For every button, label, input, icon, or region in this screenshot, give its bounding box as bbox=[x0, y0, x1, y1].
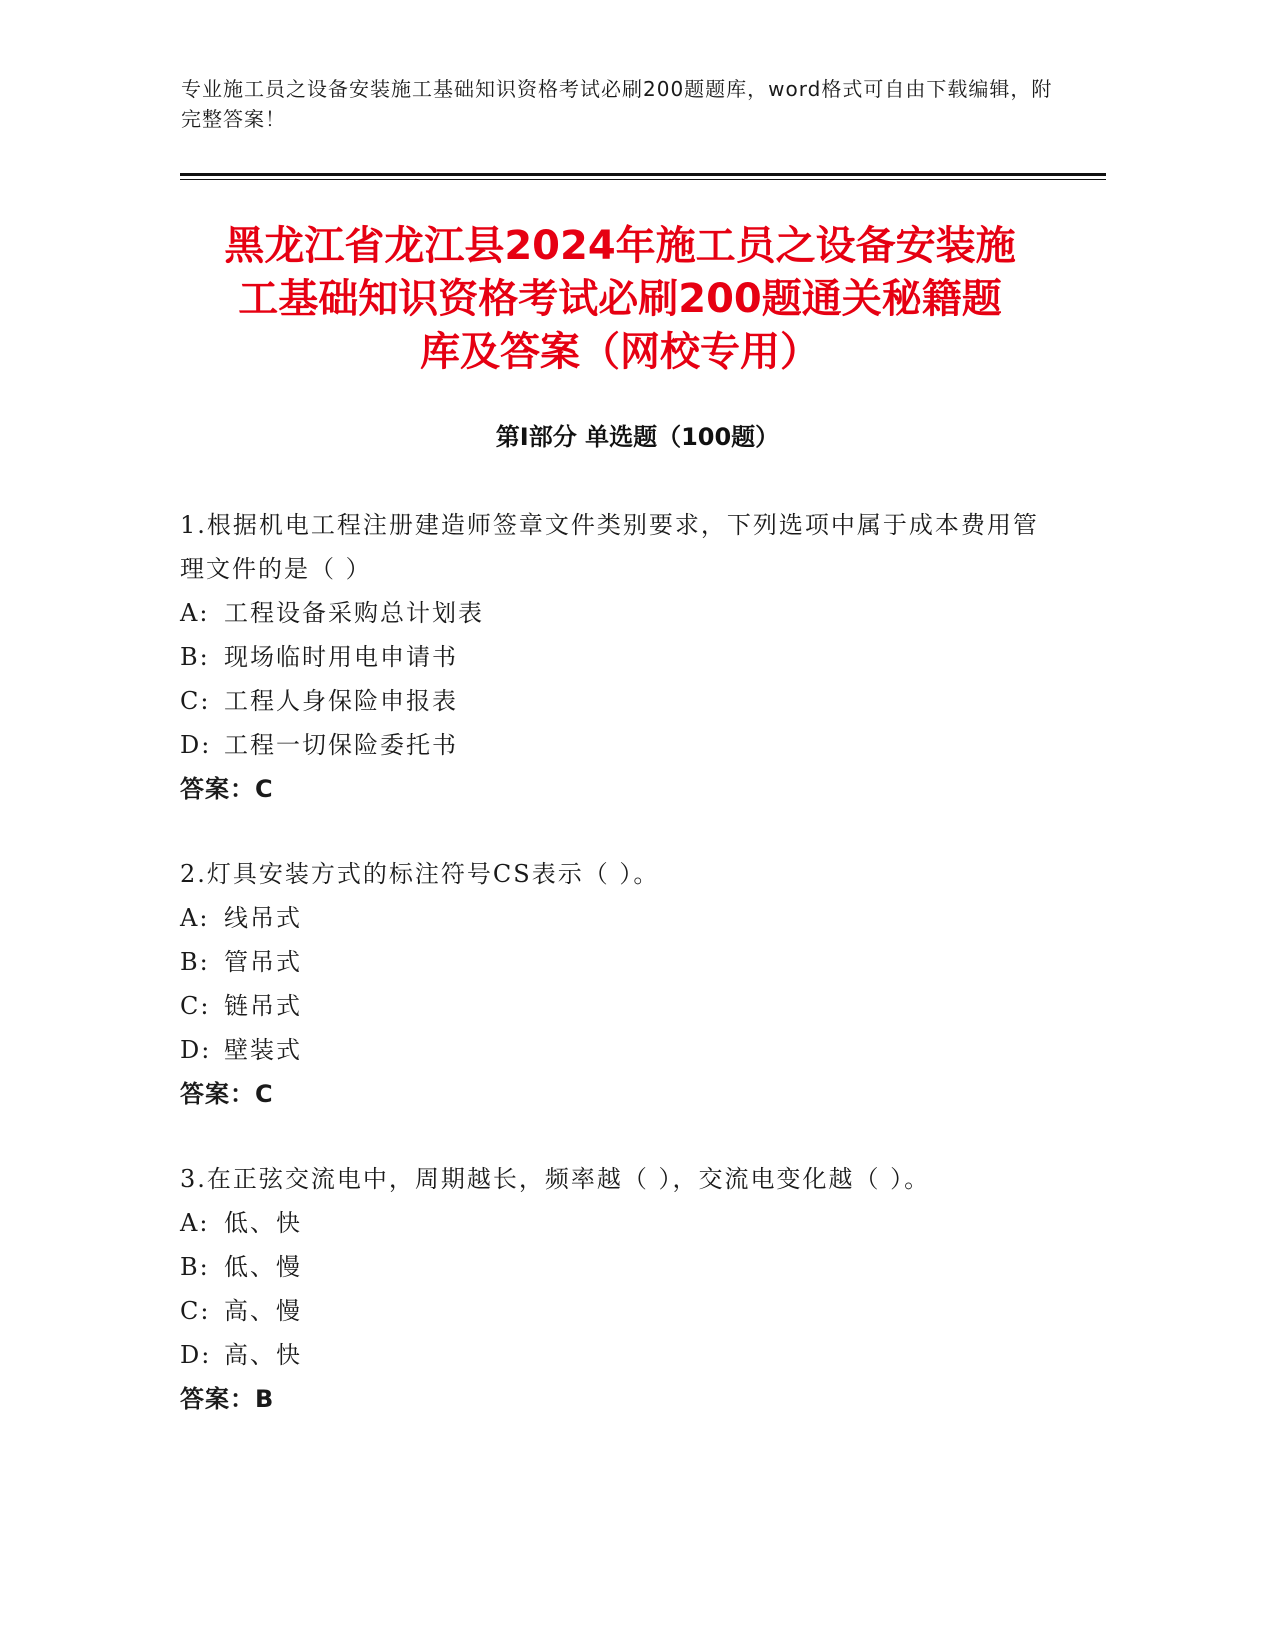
question-option-a bbox=[180, 896, 1060, 940]
question-option-a bbox=[180, 1201, 1060, 1245]
question-answer: 答案：C bbox=[180, 775, 274, 803]
option-key: C: bbox=[180, 1297, 211, 1325]
option-key: B: bbox=[180, 948, 210, 976]
question-stem: 2.灯具安装方式的标注符号CS表示（ ）。 bbox=[180, 860, 660, 888]
option-text: 工程人身保险申报表 bbox=[224, 687, 458, 715]
document-title-line-3: 库及答案（网校专用） bbox=[420, 329, 820, 375]
question-option-c bbox=[180, 1289, 1060, 1333]
option-key: C: bbox=[180, 992, 211, 1020]
question-option-b bbox=[180, 940, 1060, 984]
option-text: 管吊式 bbox=[224, 948, 302, 976]
option-text: 壁装式 bbox=[224, 1036, 302, 1064]
question-2 bbox=[180, 852, 1060, 1116]
option-key: A: bbox=[180, 1209, 210, 1237]
document-title bbox=[150, 220, 1090, 379]
header-divider-thick bbox=[180, 173, 1106, 176]
option-key: D: bbox=[180, 1036, 212, 1064]
question-1 bbox=[180, 503, 1060, 811]
option-text: 高、慢 bbox=[224, 1297, 302, 1325]
question-option-b bbox=[180, 1245, 1060, 1289]
option-text: 链吊式 bbox=[224, 992, 302, 1020]
question-option-c bbox=[180, 679, 1060, 723]
question-option-c bbox=[180, 984, 1060, 1028]
question-stem: 3.在正弦交流电中，周期越长，频率越（ ），交流电变化越（ ）。 bbox=[180, 1165, 931, 1193]
document-header-note: 专业施工员之设备安装施工基础知识资格考试必刷200题题库，word格式可自由下载编辑，附完整答案！ bbox=[181, 77, 1053, 131]
question-3 bbox=[180, 1157, 1060, 1421]
option-key: D: bbox=[180, 1341, 212, 1369]
option-key: B: bbox=[180, 643, 210, 671]
question-option-a bbox=[180, 591, 1060, 635]
question-option-d bbox=[180, 1028, 1060, 1072]
option-key: D: bbox=[180, 731, 212, 759]
option-text: 低、慢 bbox=[224, 1253, 302, 1281]
option-text: 工程一切保险委托书 bbox=[224, 731, 458, 759]
option-text: 线吊式 bbox=[224, 904, 302, 932]
document-title-line-1: 黑龙江省龙江县2024年施工员之设备安装施 bbox=[224, 223, 1016, 269]
section-title: 第Ⅰ部分 单选题（100题） bbox=[495, 423, 780, 451]
option-text: 现场临时用电申请书 bbox=[224, 643, 458, 671]
option-text: 工程设备采购总计划表 bbox=[224, 599, 484, 627]
document-title-line-2: 工基础知识资格考试必刷200题通关秘籍题 bbox=[238, 276, 1002, 322]
question-option-b bbox=[180, 635, 1060, 679]
header-divider-thin bbox=[180, 179, 1106, 180]
question-stem: 1.根据机电工程注册建造师签章文件类别要求，下列选项中属于成本费用管理文件的是（ ） bbox=[180, 511, 1039, 583]
option-key: A: bbox=[180, 599, 210, 627]
option-key: B: bbox=[180, 1253, 210, 1281]
question-answer: 答案：C bbox=[180, 1080, 274, 1108]
option-text: 高、快 bbox=[224, 1341, 302, 1369]
question-answer: 答案：B bbox=[180, 1385, 275, 1413]
question-option-d bbox=[180, 723, 1060, 767]
option-text: 低、快 bbox=[224, 1209, 302, 1237]
option-key: C: bbox=[180, 687, 211, 715]
question-option-d bbox=[180, 1333, 1060, 1377]
option-key: A: bbox=[180, 904, 210, 932]
